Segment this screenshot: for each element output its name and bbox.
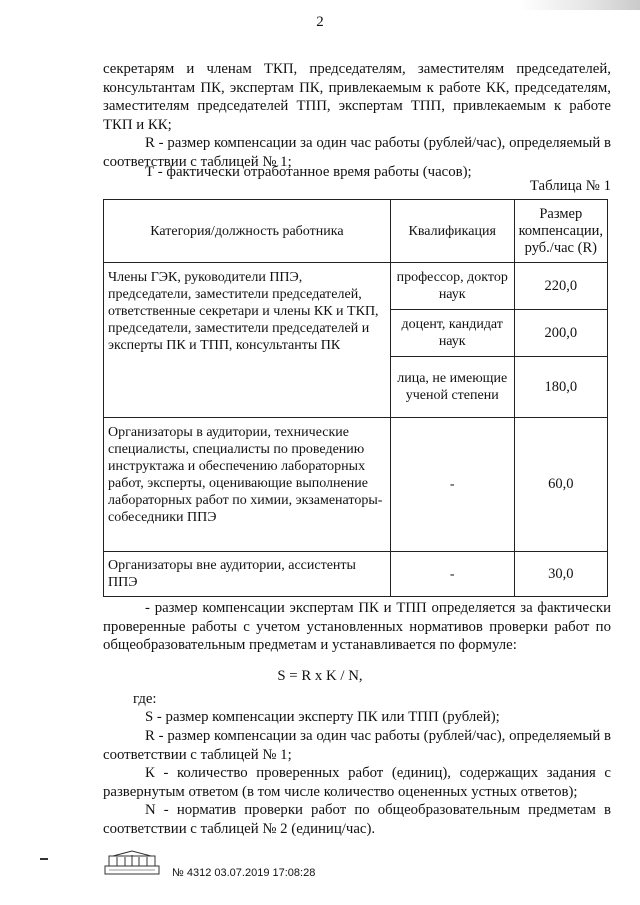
table-caption: Таблица № 1 (529, 178, 611, 194)
row3-qualification: - (390, 552, 514, 597)
paragraph-expert-compensation: - размер компенсации экспертам ПК и ТПП определяется за фактически проверенные работы с учетом установленных нормативов проверки работ по общеобразовательным предметам и устанавливается по формуле: (103, 600, 611, 654)
emblem-stamp-icon (103, 850, 161, 876)
document-registration-stamp: № 4312 03.07.2019 17:08:28 (172, 867, 316, 879)
paragraph-r-definition-2: R - размер компенсации за один час работы (рублей/час), определяемый в соответствии с таблицей № 1; (103, 728, 611, 763)
paragraph-where: где: (133, 691, 157, 707)
row2-qualification: - (390, 418, 514, 552)
row1-qualification-1: профессор, доктор наук (390, 263, 514, 310)
table-row (104, 263, 608, 310)
paragraph-t-definition: Т - фактически отработанное время работы (часов); (145, 164, 472, 180)
formula: S = R x K / N, (277, 668, 363, 684)
row3-category: Организаторы вне аудитории, ассистенты ППЭ (104, 552, 391, 597)
header-rate: Размер компенсации, руб./час (R) (514, 200, 607, 263)
table-row (104, 552, 608, 597)
paragraph-k-definition: К - количество проверенных работ (единиц), содержащих задания с развернутым ответом (в том числе количество оцененных устных ответов); (103, 765, 611, 800)
row1-rate-2: 200,0 (514, 310, 607, 357)
page-number: 2 (316, 14, 324, 30)
header-category: Категория/должность работника (104, 200, 391, 263)
scan-artifact (520, 0, 640, 10)
row1-category: Члены ГЭК, руководители ППЭ, председатели, заместители председателей, ответственные секретари и члены КК и ТКП, председатели, заместители председателей и эксперты ПК и ТПП, консультанты ПК (104, 263, 391, 418)
table-header-row (104, 200, 608, 263)
row2-rate: 60,0 (514, 418, 607, 552)
paragraph-r-definition: R - размер компенсации за один час работы (рублей/час), определяемый в соответствии с таблицей № 1; (103, 135, 611, 170)
paragraph-recipients: секретарям и членам ТКП, председателям, заместителям председателей, консультантам ПК, экспертам ПК, привлекаемым к работе КК, председателям, заместителям председателей ТПП, экспертам ТПП, привлекаемым к работе ТКП и КК; (103, 61, 611, 133)
table-row (104, 418, 608, 552)
paragraph-n-definition: N - норматив проверки работ по общеобразовательным предметам в соответствии с таблицей № 2 (единиц/час). (103, 802, 611, 837)
row2-category: Организаторы в аудитории, технические специалисты, специалисты по проведению инструктажа и обеспечению лабораторных работ, эксперты, оценивающие выполнение лабораторных работ по химии, экзаменаторы-собеседники ППЭ (104, 418, 391, 552)
row1-rate-1: 220,0 (514, 263, 607, 310)
scan-dash-mark (40, 858, 48, 860)
row1-rate-3: 180,0 (514, 357, 607, 418)
compensation-table (103, 199, 608, 597)
header-qualification: Квалификация (390, 200, 514, 263)
row1-qualification-3: лица, не имеющие ученой степени (390, 357, 514, 418)
row3-rate: 30,0 (514, 552, 607, 597)
row1-qualification-2: доцент, кандидат наук (390, 310, 514, 357)
paragraph-s-definition: S - размер компенсации эксперту ПК или ТПП (рублей); (145, 709, 500, 725)
